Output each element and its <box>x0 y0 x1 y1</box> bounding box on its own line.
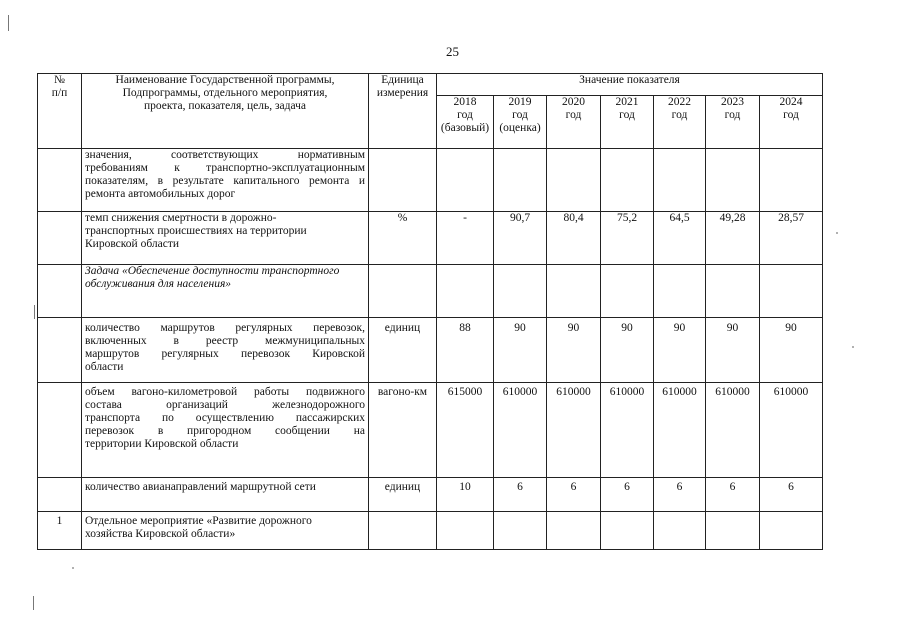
value-cell <box>760 512 823 550</box>
name-line: перевозок в пригородном сообщении на <box>85 425 365 437</box>
value-cell <box>706 149 760 212</box>
value-cell: 610000 <box>654 383 706 478</box>
value-cell <box>654 149 706 212</box>
value-cell <box>547 149 601 212</box>
table-row <box>38 149 823 212</box>
row-num-cell <box>38 478 82 512</box>
value-cell: 10 <box>437 478 494 512</box>
year-unit: год <box>783 109 799 121</box>
row-num-cell <box>38 383 82 478</box>
row-name-cell <box>82 212 369 265</box>
scan-speck <box>852 346 854 348</box>
value-cell <box>437 149 494 212</box>
value-cell: 90 <box>654 318 706 383</box>
value-cell <box>654 512 706 550</box>
value-cell <box>760 265 823 318</box>
scan-mark <box>34 305 35 319</box>
year-note: (оценка) <box>499 122 541 134</box>
header-name-cell <box>82 74 369 149</box>
value-cell <box>706 512 760 550</box>
year-unit: год <box>512 109 528 121</box>
row-unit-cell <box>369 149 437 212</box>
row-name-cell <box>82 318 369 383</box>
name-line: включенных в реестр межмуниципальных <box>85 335 365 347</box>
name-line: хозяйства Кировской области» <box>85 528 236 540</box>
year-2021-header <box>601 96 654 149</box>
year-2024-header <box>760 96 823 149</box>
value-cell: 28,57 <box>760 212 823 265</box>
value-cell <box>437 265 494 318</box>
year-note: (базовый) <box>440 122 490 134</box>
value-cell: 88 <box>437 318 494 383</box>
table-row <box>38 265 823 318</box>
year-label: 2020 <box>562 96 585 108</box>
value-cell: 90,7 <box>494 212 547 265</box>
value-cell: 6 <box>547 478 601 512</box>
value-cell: 90 <box>547 318 601 383</box>
name-line: ремонта автомобильных дорог <box>85 188 236 200</box>
row-name-cell <box>82 512 369 550</box>
scan-mark <box>33 596 34 610</box>
value-cell: 610000 <box>760 383 823 478</box>
value-cell: 75,2 <box>601 212 654 265</box>
value-cell <box>437 512 494 550</box>
year-label: 2024 <box>779 96 803 108</box>
row-num-cell <box>38 149 82 212</box>
name-line: количество авианаправлений маршрутной сети <box>85 481 316 493</box>
row-unit-cell: % <box>369 212 437 265</box>
value-cell: 6 <box>494 478 547 512</box>
header-name-line: проекта, показателя, цель, задача <box>143 100 307 112</box>
year-unit: год <box>565 109 582 121</box>
year-label: 2019 <box>508 96 532 108</box>
name-line: маршрутов регулярных перевозок Кировской <box>85 348 365 360</box>
table-row <box>38 383 823 478</box>
year-unit: год <box>619 109 635 121</box>
row-num-cell <box>38 265 82 318</box>
row-name-cell <box>82 383 369 478</box>
name-line: транспорта по осуществлению пассажирских <box>85 412 365 424</box>
name-line: состава организаций железнодорожного <box>85 399 365 411</box>
header-num-cell <box>38 74 82 149</box>
value-cell: 90 <box>601 318 654 383</box>
value-cell: 80,4 <box>547 212 601 265</box>
row-unit-cell: единиц <box>369 478 437 512</box>
value-cell: 610000 <box>706 383 760 478</box>
value-cell <box>760 149 823 212</box>
name-line: транспортных происшествиях на территории <box>85 225 307 237</box>
row-num-cell <box>38 212 82 265</box>
row-unit-cell <box>369 512 437 550</box>
value-cell: 90 <box>706 318 760 383</box>
value-cell <box>601 512 654 550</box>
value-cell: 610000 <box>494 383 547 478</box>
header-num-line: № <box>54 74 65 86</box>
name-line: количество маршрутов регулярных перевозок, <box>85 322 365 334</box>
scan-mark <box>8 15 9 31</box>
value-cell: 6 <box>760 478 823 512</box>
name-line: значения, соответствующих нормативным <box>85 149 365 161</box>
year-2018-header <box>437 96 494 149</box>
value-cell <box>494 512 547 550</box>
name-line: Задача «Обеспечение доступности транспортного <box>85 265 340 277</box>
name-line: Отдельное мероприятие «Развитие дорожного <box>85 515 312 527</box>
scan-speck <box>72 567 74 569</box>
header-unit-line: измерения <box>376 87 429 99</box>
year-unit: год <box>457 109 473 121</box>
value-cell: 6 <box>654 478 706 512</box>
year-label: 2023 <box>721 96 744 108</box>
value-cell: 615000 <box>437 383 494 478</box>
row-unit-cell <box>369 265 437 318</box>
page-number: 25 <box>446 44 459 59</box>
year-label: 2022 <box>668 96 691 108</box>
year-2019-header <box>494 96 547 149</box>
value-cell: 49,28 <box>706 212 760 265</box>
header-values-title: Значение показателя <box>437 74 823 96</box>
indicator-table <box>37 73 823 550</box>
name-line: темп снижения смертности в дорожно- <box>85 212 277 224</box>
table-row <box>38 512 823 550</box>
name-line: требованиям к транспортно-эксплуатационным <box>85 162 365 174</box>
value-cell <box>494 265 547 318</box>
value-cell: 610000 <box>547 383 601 478</box>
value-cell <box>654 265 706 318</box>
value-cell <box>494 149 547 212</box>
header-unit-line: Единица <box>381 74 424 86</box>
value-cell <box>601 265 654 318</box>
year-2020-header <box>547 96 601 149</box>
value-cell <box>547 265 601 318</box>
row-unit-cell: вагоно-км <box>369 383 437 478</box>
value-cell: - <box>437 212 494 265</box>
value-cell: 90 <box>494 318 547 383</box>
year-label: 2018 <box>453 96 477 108</box>
name-line: обслуживания для населения» <box>85 278 232 290</box>
value-cell: 64,5 <box>654 212 706 265</box>
header-name-line: Наименование Государственной программы, <box>115 74 335 86</box>
value-cell: 6 <box>706 478 760 512</box>
year-unit: год <box>724 109 741 121</box>
row-unit-cell: единиц <box>369 318 437 383</box>
row-name-cell <box>82 149 369 212</box>
task-name-cell <box>82 265 369 318</box>
header-num-line: п/п <box>51 87 68 99</box>
header-name-line: Подпрограммы, отдельного мероприятия, <box>122 87 328 99</box>
scan-speck <box>836 232 838 234</box>
value-cell: 90 <box>760 318 823 383</box>
name-line: области <box>85 361 124 373</box>
header-row <box>38 74 823 96</box>
name-line: Кировской области <box>85 238 180 250</box>
table-row <box>38 212 823 265</box>
year-unit: год <box>671 109 688 121</box>
row-num-cell <box>38 318 82 383</box>
year-2022-header <box>654 96 706 149</box>
table-row <box>38 478 823 512</box>
row-name-cell <box>82 478 369 512</box>
value-cell: 610000 <box>601 383 654 478</box>
year-label: 2021 <box>615 96 639 108</box>
value-cell <box>601 149 654 212</box>
value-cell <box>547 512 601 550</box>
name-line: показателям, в результате капитального ремонта и <box>85 175 365 187</box>
row-num-cell: 1 <box>38 512 82 550</box>
name-line: территории Кировской области <box>85 438 239 450</box>
name-line: объем вагоно-километровой работы подвижного <box>85 386 365 398</box>
value-cell: 6 <box>601 478 654 512</box>
table-row <box>38 318 823 383</box>
header-unit-cell <box>369 74 437 149</box>
year-2023-header <box>706 96 760 149</box>
value-cell <box>706 265 760 318</box>
